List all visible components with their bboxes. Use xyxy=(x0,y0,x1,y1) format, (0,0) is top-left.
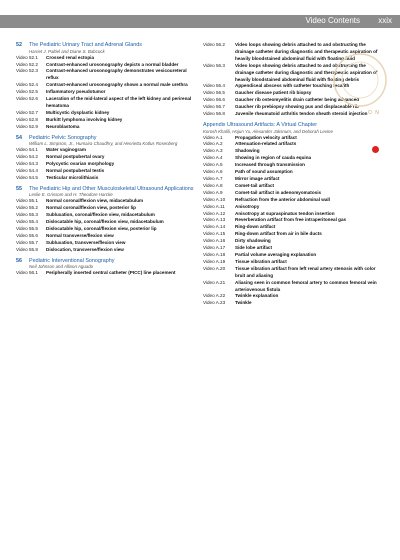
video-number: Video A.8 xyxy=(203,182,223,188)
video-title: Gaucher rib osteomyelitis drain catheter being advanced xyxy=(235,97,360,103)
video-number: Video 52.1 xyxy=(16,54,38,60)
video-entry[interactable] xyxy=(203,259,381,266)
video-number: Video 52.2 xyxy=(16,61,38,67)
video-entry[interactable] xyxy=(16,68,194,82)
video-number: Video 52.3 xyxy=(16,68,38,74)
video-entry[interactable] xyxy=(203,183,381,190)
appendix-authors: Korosh Khalili, Hojun Yu, Alexander Jaksnum, and Deborah Levine xyxy=(203,128,333,134)
chapter-authors: Harriet J. Paltiel and Diane S. Babcock xyxy=(29,48,105,54)
video-entry[interactable] xyxy=(16,175,194,182)
video-entry[interactable] xyxy=(16,89,194,96)
video-number: Video 52.5 xyxy=(16,89,38,95)
chapter-title[interactable] xyxy=(16,186,194,193)
video-title: Contrast-enhanced urosonography demonstrates vesicoureteral reflux xyxy=(46,68,187,81)
video-number: Video A.4 xyxy=(203,155,223,161)
video-title: Mirror image artifact xyxy=(235,176,280,181)
video-number: Video A.21 xyxy=(203,279,226,285)
video-number: Video 56.8 xyxy=(203,111,225,117)
video-number: Video 55.4 xyxy=(16,219,38,224)
video-entry[interactable] xyxy=(16,161,194,168)
video-number: Video A.2 xyxy=(203,141,223,147)
video-number: Video A.5 xyxy=(203,162,223,168)
video-title: Testicular microlithiasis xyxy=(46,174,99,180)
video-title: Anisotropy at supraspinatus tendon insertion xyxy=(235,210,335,216)
video-number: Video A.23 xyxy=(203,300,226,306)
video-title: Path of sound assumption xyxy=(235,169,293,175)
video-number: Video 54.3 xyxy=(16,160,38,166)
video-title: Crossed renal ectopia xyxy=(46,54,94,60)
video-title: Neuroblastoma xyxy=(46,123,80,129)
video-entry[interactable] xyxy=(203,204,381,211)
video-title: Gaucher rib prebiopsy showing pus and displaceable rib xyxy=(235,104,359,110)
video-title: Dislocatable hip, coronal/flexion view, midacetabulum xyxy=(46,219,164,224)
video-number: Video 56.5 xyxy=(203,90,225,96)
video-number: Video A.3 xyxy=(203,148,223,154)
chapter-authors: William L. Simpson, Jr., Humaira Chaudhry, and Henrietta Kotlus Rosenberg xyxy=(29,141,178,147)
video-title: Contrast-enhanced urosonography shows a normal male urethra xyxy=(46,82,188,88)
video-title: Video loops showing debris attached to and obstructing the drainage catheter during diagnostic and therapeutic aspiration of heavily bloodstained abdominal fluid with floating fluid xyxy=(235,42,378,61)
video-number: Video 56.6 xyxy=(203,97,225,103)
video-title: Contrast-enhanced urosonography depicts a normal bladder xyxy=(46,61,179,67)
video-number: Video 54.4 xyxy=(16,167,38,173)
video-title: Normal coronal/flexion view, midacetabulum xyxy=(46,198,144,204)
video-number: Video 54.2 xyxy=(16,154,38,160)
video-number: Video A.22 xyxy=(203,293,226,299)
video-title: Dislocation, transverse/flexion view xyxy=(46,246,124,252)
video-number: Video 56.7 xyxy=(203,104,225,110)
video-entry[interactable] xyxy=(203,190,381,197)
watermark-emblem-icon xyxy=(330,50,390,110)
video-number: Video 52.4 xyxy=(16,82,38,88)
video-number: Video 56.2 xyxy=(203,42,225,47)
video-entry[interactable] xyxy=(16,147,194,154)
video-entry[interactable] xyxy=(16,96,194,110)
video-number: Video A.6 xyxy=(203,169,223,175)
video-number: Video 52.7 xyxy=(16,109,38,115)
video-title: Inflammatory pseudotumor xyxy=(46,89,106,95)
video-entry[interactable] xyxy=(16,154,194,161)
chapter-number: 52 xyxy=(16,42,22,48)
video-number: Video A.16 xyxy=(203,238,226,244)
video-number: Video 54.5 xyxy=(16,174,38,180)
chapter-title[interactable] xyxy=(16,42,194,49)
appendix-marker-icon xyxy=(372,146,379,153)
appendix-chapter xyxy=(203,122,381,307)
chapter-number: 56 xyxy=(16,257,22,264)
video-number: Video 55.8 xyxy=(16,246,38,252)
video-number: Video 56.3 xyxy=(203,62,225,68)
video-title: Polycystic ovarian morphology xyxy=(46,160,115,166)
video-title: Refraction from the anterior abdominal wall xyxy=(235,196,330,202)
video-number: Video 55.3 xyxy=(16,212,38,218)
watermark-text: O N xyxy=(368,110,380,116)
page-number: xxix xyxy=(378,16,392,25)
chapter-title[interactable] xyxy=(16,258,194,265)
video-entry[interactable] xyxy=(203,245,381,252)
video-entry[interactable] xyxy=(203,252,381,259)
video-title: Aliasing seen in common femoral artery to common femoral vein arteriovenous fistula xyxy=(235,279,377,292)
video-number: Video 54.1 xyxy=(16,147,38,153)
video-number: Video A.19 xyxy=(203,258,226,264)
video-title: Appendiceal abscess with catheter touching fecalith xyxy=(235,83,350,89)
video-title: Laceration of the mid-lateral aspect of the left kidney and perirenal hematoma xyxy=(46,96,192,108)
video-number: Video A.12 xyxy=(203,210,226,216)
video-title: Attenuation-related artifacts xyxy=(235,141,297,147)
page-header xyxy=(0,0,400,30)
video-entry[interactable] xyxy=(203,197,381,204)
video-title: Normal transverse/flexion view xyxy=(46,232,114,238)
video-title: Water vaginogram xyxy=(46,147,86,153)
video-title: Normal postpubertal testis xyxy=(46,167,105,173)
video-entry[interactable] xyxy=(16,55,194,62)
video-number: Video 55.7 xyxy=(16,239,38,245)
video-title: Showing in region of cauda equina xyxy=(235,155,312,161)
video-entry[interactable] xyxy=(203,280,381,294)
video-entry[interactable] xyxy=(16,240,194,247)
video-title: Ring-down artifact from air in bile ducts xyxy=(235,231,322,237)
video-entry[interactable] xyxy=(16,110,194,117)
video-title: Subluxation, coronal/flexion view, midacetabulum xyxy=(46,212,155,218)
video-entry[interactable] xyxy=(203,224,381,231)
video-entry[interactable] xyxy=(16,270,194,277)
video-entry[interactable] xyxy=(203,162,381,169)
video-title: Tissue vibration artifact from left renal artery stenosis with color bruit and aliasing xyxy=(235,265,376,278)
video-title: Shadowing xyxy=(235,148,260,154)
chapter-name: The Pediatric Urinary Tract and Adrenal Glands xyxy=(29,42,142,48)
video-entry[interactable] xyxy=(203,300,381,307)
video-title: Video loops showing debris attached to and obstructing the drainage catheter during diagnostic and therapeutic aspiration of heavily bloodstained abdominal fluid with floating debris xyxy=(235,62,378,82)
video-entry[interactable] xyxy=(203,231,381,238)
video-number: Video A.10 xyxy=(203,196,226,202)
running-head-title: Video Contents xyxy=(305,16,360,25)
video-title: Twinkle explanation xyxy=(235,293,279,299)
video-entry[interactable] xyxy=(16,212,194,219)
video-number: Video A.13 xyxy=(203,217,226,223)
video-title: Ring-down artifact xyxy=(235,224,276,230)
video-title: Peripherally inserted central catheter (PICC) line placement xyxy=(46,270,176,276)
appendix-title[interactable]: Appendix Ultrasound Artifacts: A Virtual Chapter xyxy=(203,121,318,128)
video-number: Video A.7 xyxy=(203,176,223,181)
chapter-56 xyxy=(16,258,194,278)
chapter-name: Pediatric Pelvic Sonography xyxy=(29,134,97,141)
video-entry[interactable] xyxy=(203,155,381,162)
watermark-logo xyxy=(330,50,390,116)
video-title: Subluxation, transverse/flexion view xyxy=(46,239,126,245)
video-title: Anisotropy xyxy=(235,203,260,209)
video-entry[interactable] xyxy=(203,148,381,155)
appendix-video-list xyxy=(203,135,381,308)
left-column xyxy=(16,42,194,281)
video-entry[interactable] xyxy=(16,117,194,124)
chapter-52 xyxy=(16,42,194,131)
video-entry[interactable] xyxy=(203,266,381,280)
video-title: Dislocatable hip, coronal/flexion view, posterior lip xyxy=(46,225,157,231)
video-number: Video A.20 xyxy=(203,265,226,271)
video-title: Burkitt lymphoma involving kidney xyxy=(46,116,123,122)
video-number: Video 55.1 xyxy=(16,198,38,204)
video-title: Normal postpubertal ovary xyxy=(46,154,105,160)
video-number: Video 55.5 xyxy=(16,225,38,231)
video-title: Comet-tail artifact in adenomyomatosis xyxy=(235,189,322,195)
chapter-55 xyxy=(16,186,194,254)
chapter-name: Pediatric Interventional Sonography xyxy=(29,257,115,264)
video-entry[interactable] xyxy=(16,82,194,89)
video-title: Side lobe artifact xyxy=(235,245,273,251)
video-number: Video A.17 xyxy=(203,245,226,251)
video-number: Video A.11 xyxy=(203,203,225,209)
video-title: Dirty shadowing xyxy=(235,238,271,244)
video-number: Video 55.2 xyxy=(16,205,38,211)
chapter-54 xyxy=(16,135,194,182)
video-entry[interactable] xyxy=(16,198,194,205)
video-entry[interactable] xyxy=(203,141,381,148)
chapter-number: 55 xyxy=(16,185,22,192)
video-title: Reverberation artifact from free intraperitoneal gas xyxy=(235,217,347,223)
chapter-authors: Leslie E. Grissom and H. Theodore Harcke xyxy=(29,192,113,198)
video-number: Video 52.9 xyxy=(16,123,38,129)
video-entry[interactable] xyxy=(203,238,381,245)
video-entry[interactable] xyxy=(203,217,381,224)
video-entry[interactable] xyxy=(16,226,194,233)
video-entry[interactable] xyxy=(203,176,381,183)
video-title: Partial volume averaging explanation xyxy=(235,251,317,257)
video-title: Tissue vibration artifact xyxy=(235,258,287,264)
video-number: Video A.1 xyxy=(203,134,223,140)
video-entry[interactable] xyxy=(16,124,194,131)
video-number: Video 52.6 xyxy=(16,96,38,102)
video-entry[interactable] xyxy=(16,219,194,226)
video-title: Propagation velocity artifact xyxy=(235,134,297,140)
video-number: Video 56.1 xyxy=(16,270,38,276)
video-number: Video A.14 xyxy=(203,224,226,230)
video-title: Twinkle xyxy=(235,300,252,306)
video-number: Video 55.6 xyxy=(16,232,38,238)
video-number: Video 52.8 xyxy=(16,116,38,122)
video-entry[interactable] xyxy=(203,135,381,142)
video-title: Normal coronal/flexion view, posterior lip xyxy=(46,205,136,211)
chapter-number: 54 xyxy=(16,134,22,141)
video-entry[interactable] xyxy=(16,62,194,69)
video-entry[interactable] xyxy=(203,293,381,300)
video-entry[interactable] xyxy=(16,247,194,254)
video-entry[interactable] xyxy=(203,169,381,176)
video-entry[interactable] xyxy=(203,211,381,218)
video-title: Gaucher disease patient rib biopsy xyxy=(235,90,312,96)
video-title: Multicystic dysplastic kidney xyxy=(46,109,110,115)
video-number: Video A.9 xyxy=(203,189,223,195)
chapter-title[interactable] xyxy=(16,135,194,142)
video-entry[interactable] xyxy=(16,205,194,212)
video-title: Juvenile rheumatoid arthritis tendon sheath steroid injection xyxy=(235,111,368,117)
video-number: Video 56.4 xyxy=(203,83,225,89)
video-entry[interactable] xyxy=(16,233,194,240)
chapter-authors: Neil Johnson and Allison Aguado xyxy=(29,264,94,270)
video-entry[interactable] xyxy=(203,111,381,118)
video-entry[interactable] xyxy=(16,168,194,175)
video-number: Video A.18 xyxy=(203,251,226,257)
video-number: Video A.15 xyxy=(203,231,226,237)
chapter-name: The Pediatric Hip and Other Musculoskeletal Ultrasound Applications xyxy=(29,185,194,192)
video-title: Comet-tail artifact xyxy=(235,182,275,188)
video-title: Increased through transmission xyxy=(235,162,305,168)
